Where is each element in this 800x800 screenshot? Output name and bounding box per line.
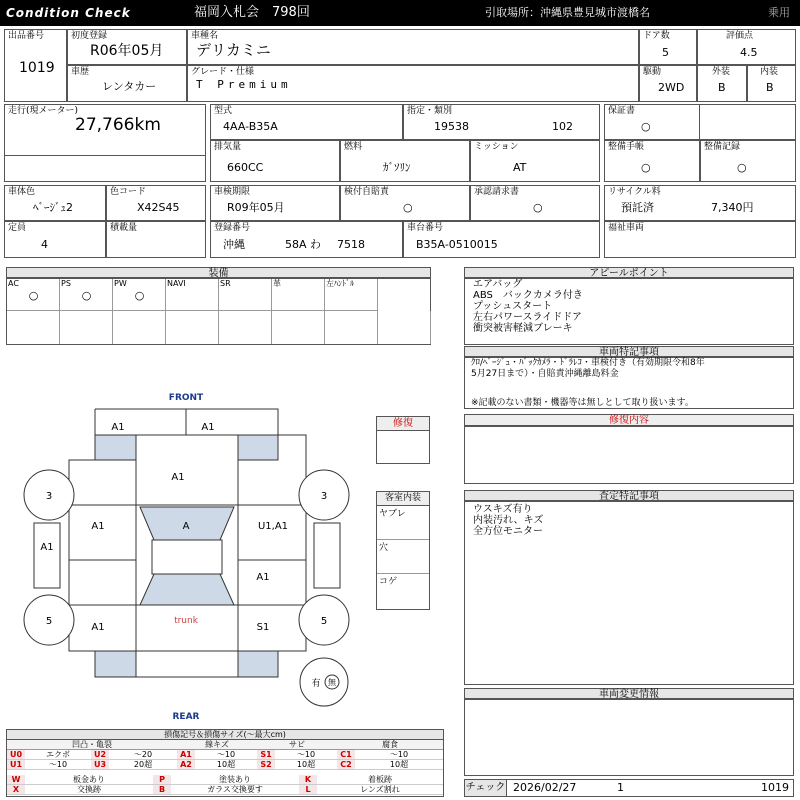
- mark-left-front-door: A1: [91, 521, 105, 532]
- mission-label: ミッション: [474, 142, 519, 152]
- equipment-empty-cell: [378, 311, 431, 344]
- mileage-label: 走行(現メーター): [8, 106, 79, 116]
- appeal-title: アピールポイント: [464, 267, 794, 278]
- assessment-title: 査定特記事項: [464, 490, 794, 501]
- mark-right-rear-door: A1: [256, 572, 270, 583]
- recycle-label: リサイクル料: [608, 187, 661, 197]
- equipment-item: [219, 279, 272, 311]
- interior-grade-box: [747, 65, 796, 102]
- legend-code: L: [299, 785, 317, 794]
- lot-box: [4, 29, 67, 102]
- equipment-item: [60, 279, 113, 311]
- equipment-label: 左ﾊﾝﾄﾞﾙ: [326, 279, 354, 288]
- legend-code: S1: [257, 750, 275, 759]
- mileage-value: 27,766km: [75, 115, 161, 135]
- legend-cat: サビ: [289, 740, 305, 749]
- mark-wheel-rl: 5: [45, 616, 53, 627]
- legend-code: U0: [7, 750, 25, 759]
- special-title: 車両特記事項: [464, 346, 794, 357]
- mark-wheel-fr: 3: [320, 491, 328, 502]
- legend-other-row: [7, 775, 443, 785]
- history-box: [67, 65, 187, 102]
- inspection-value: R09年05月: [227, 201, 285, 214]
- manual-value: ○: [641, 161, 651, 174]
- auction-title: 福岡入札会 798回: [170, 0, 460, 26]
- pickup-location: 引取場所：沖縄県豊見城市渡橋名: [460, 0, 800, 26]
- engine-box: [210, 140, 340, 182]
- legend-code: C2: [337, 760, 355, 769]
- assessment-line: 内装汚れ、キズ: [473, 515, 544, 526]
- equipment-item: [113, 279, 166, 311]
- drive-box: [639, 65, 697, 102]
- recycle-fee: 7,340円: [711, 201, 754, 214]
- spare-label: 有: [311, 679, 321, 689]
- mark-top-left: A1: [111, 422, 125, 433]
- legend-desc: 板金あり: [73, 775, 105, 784]
- inspection-doc-box: [340, 185, 470, 221]
- color-code-box: [106, 185, 206, 221]
- designation-label: 指定・類別: [407, 106, 453, 116]
- engine-label: 排気量: [214, 142, 242, 152]
- approval-value: ○: [533, 201, 543, 214]
- interior-item: ヤブレ: [377, 506, 429, 540]
- chassis-value: B35A-0510015: [416, 238, 498, 251]
- chassis-label: 車台番号: [407, 223, 444, 233]
- history-value: レンタカー: [102, 80, 157, 93]
- category-label: 乗用: [768, 6, 790, 19]
- logo-text: Condition Check: [0, 0, 170, 26]
- capacity-box: [4, 221, 106, 258]
- legend-code: B: [153, 785, 171, 794]
- legend-code: U3: [91, 760, 109, 769]
- change-box: [464, 699, 794, 776]
- exterior-value: B: [718, 81, 726, 94]
- inspection-box: [210, 185, 340, 221]
- legend-row: [7, 750, 443, 760]
- equipment-item: [325, 279, 378, 311]
- front-label: FRONT: [168, 393, 204, 403]
- color-value: ﾍﾞｰｼﾞｭ2: [33, 201, 73, 214]
- special-line: ｸﾛ/ﾍﾞｰｼﾞｭ・ﾊﾞｯｸｶﾒﾗ・ﾄﾞﾗﾚｺ・車検付き（有効期限令和8年: [471, 358, 705, 368]
- equipment-empty-cell: [325, 311, 378, 344]
- interior-item: 穴: [377, 540, 429, 574]
- legend-desc: 10超: [296, 760, 316, 769]
- record-label: 整備記録: [704, 142, 741, 152]
- legend-code: K: [299, 775, 317, 784]
- equipment-label: 革: [273, 279, 281, 288]
- load-label: 積載量: [110, 223, 138, 233]
- model-code-value: 4AA-B35A: [223, 120, 278, 133]
- doors-label: ドア数: [643, 31, 670, 41]
- appeal-item: プッシュスタート: [473, 301, 553, 312]
- change-title: 車両変更情報: [464, 688, 794, 699]
- footer-lot: 1019: [761, 781, 789, 794]
- equipment-empty-cell: [166, 311, 219, 344]
- assessment-notes: [464, 501, 794, 685]
- capacity-label: 定員: [8, 223, 27, 233]
- warranty-label: 保証書: [608, 106, 636, 116]
- fuel-box: [340, 140, 470, 182]
- interior-grade-label: 内装: [760, 67, 779, 77]
- equipment-label: PS: [61, 279, 71, 288]
- mark-right-rear: S1: [256, 622, 270, 633]
- drive-label: 駆動: [643, 67, 662, 77]
- model-code-label: 型式: [214, 106, 233, 116]
- legend-desc: 20超: [133, 760, 153, 769]
- car-diagram: [0, 385, 370, 725]
- grade-value: T Premium: [196, 78, 292, 91]
- legend-categories: [7, 740, 443, 750]
- equipment-value: ○: [134, 289, 145, 302]
- grade-box: [187, 65, 639, 102]
- recycle-box: [604, 185, 796, 221]
- inspection-label: 車検期限: [214, 187, 251, 197]
- interior-item: コゲ: [379, 577, 398, 587]
- check-label: チェック: [465, 780, 507, 796]
- repair-content-title: 修復内容: [464, 414, 794, 426]
- repair-title: 修復: [377, 417, 429, 431]
- legend-code: A2: [177, 760, 195, 769]
- legend-desc: ～10: [389, 750, 409, 759]
- legend-desc: ガラス交換要す: [207, 785, 263, 794]
- equipment-empty-cell: [219, 311, 272, 344]
- legend-cat: 凹凸・亀裂: [72, 740, 112, 749]
- manual-label: 整備手帳: [608, 142, 645, 152]
- legend-desc: ～10: [48, 760, 68, 769]
- mission-value: AT: [513, 161, 527, 174]
- legend-desc: 着板跡: [368, 775, 392, 784]
- mileage-divider: [5, 155, 205, 156]
- color-label: 車体色: [8, 187, 36, 197]
- model-name-label: 車種名: [191, 31, 219, 41]
- first-reg-box: [67, 29, 187, 65]
- appeal-item: エアバッグ: [473, 279, 523, 290]
- legend-desc: 交換跡: [77, 785, 101, 794]
- color-code-value: X42S45: [137, 201, 180, 214]
- legend-desc: ～10: [216, 750, 236, 759]
- legend-desc: レンズ割れ: [360, 785, 400, 794]
- mark-hood: A1: [171, 472, 185, 483]
- equipment-label: AC: [8, 279, 19, 288]
- appeal-item: ABS バックカメラ付き: [473, 290, 583, 301]
- repair-content-box: [464, 426, 794, 484]
- equipment-label: NAVI: [167, 279, 186, 288]
- interior-grade-value: B: [766, 81, 774, 94]
- equipment-label: SR: [220, 279, 231, 288]
- first-reg-value: R06年05月: [90, 43, 164, 59]
- assessment-line: 全方位モニター: [473, 526, 543, 537]
- legend-box: [6, 729, 444, 797]
- mark-windshield: A: [182, 521, 190, 532]
- mark-right-front-door: U1,A1: [257, 521, 289, 532]
- plate-area: 沖縄: [223, 238, 245, 251]
- welfare-box: [604, 221, 796, 258]
- interior-box: [376, 491, 430, 610]
- plate-label: 登録番号: [214, 223, 251, 233]
- legend-code: U2: [91, 750, 109, 759]
- assessment-line: ウスキズ有り: [473, 504, 533, 515]
- designation-box: [403, 104, 600, 140]
- recycle-status: 預託済: [621, 201, 654, 214]
- inspection-doc-value: ○: [403, 201, 413, 214]
- check-date: 2026/02/27: [513, 781, 577, 794]
- legend-title: 損傷記号＆損傷サイズ(～最大cm): [7, 730, 443, 740]
- mark-top-right: A1: [201, 422, 215, 433]
- interior-title: 客室内装: [377, 492, 429, 506]
- footer-bar: [464, 779, 794, 797]
- fuel-value: ｶﾞｿﾘﾝ: [383, 161, 411, 174]
- score-box: [697, 29, 796, 65]
- special-line: 5月27日まで）・自賠責沖縄離島料金: [471, 369, 619, 379]
- category-number-value: 102: [552, 120, 573, 133]
- record-value: ○: [737, 161, 747, 174]
- equipment-empty-cell: [272, 311, 325, 344]
- legend-rows: [7, 750, 443, 795]
- legend-desc: ～10: [296, 750, 316, 759]
- legend-cat: 腐食: [382, 740, 398, 749]
- equipment-item: [7, 279, 60, 311]
- legend-desc: ～20: [133, 750, 153, 759]
- equipment-value: ○: [81, 289, 92, 302]
- trunk-label: trunk: [174, 616, 198, 626]
- legend-code: U1: [7, 760, 25, 769]
- equipment-title: 装備: [6, 267, 431, 278]
- appeal-item: 衝突被害軽減ブレーキ: [473, 323, 573, 334]
- model-name-box: [187, 29, 639, 65]
- legend-desc: 10超: [389, 760, 409, 769]
- legend-other-row: [7, 785, 443, 795]
- capacity-value: 4: [41, 238, 48, 251]
- welfare-label: 福祉車両: [608, 223, 645, 233]
- doors-box: [639, 29, 697, 65]
- repair-box: [376, 416, 430, 464]
- model-code-box: [210, 104, 403, 140]
- spare-mark: 無: [328, 678, 336, 687]
- load-box: [106, 221, 206, 258]
- drive-value: 2WD: [658, 81, 685, 94]
- plate-box: [210, 221, 403, 258]
- equipment-empty-cell: [7, 311, 60, 344]
- exterior-label: 外装: [712, 67, 731, 77]
- special-notes: [464, 357, 794, 409]
- equipment-value: ○: [28, 289, 39, 302]
- plate-class: 58A わ: [285, 238, 322, 251]
- equipment-empty-cell: [113, 311, 166, 344]
- model-name-value: デリカミニ: [196, 41, 271, 59]
- mark-left-mirror: A1: [40, 542, 54, 553]
- color-box: [4, 185, 106, 221]
- legend-desc: エクボ: [46, 750, 70, 759]
- mileage-box: [4, 104, 206, 182]
- mark-left-rear: A1: [91, 622, 105, 633]
- color-code-label: 色コード: [110, 187, 147, 197]
- score-label: 評価点: [726, 31, 754, 41]
- legend-code: S2: [257, 760, 275, 769]
- record-box: [700, 140, 796, 182]
- rear-label: REAR: [172, 712, 200, 722]
- engine-value: 660CC: [227, 161, 264, 174]
- lot-number: 1019: [19, 60, 55, 76]
- appeal-list: [464, 278, 794, 345]
- equipment-empty-cell: [60, 311, 113, 344]
- fuel-label: 燃料: [344, 142, 363, 152]
- inspection-doc-label: 検付自賠責: [344, 187, 390, 197]
- equipment-label: PW: [114, 279, 127, 288]
- approval-box: [470, 185, 600, 221]
- history-label: 車歴: [71, 67, 90, 77]
- legend-desc: 10超: [216, 760, 236, 769]
- legend-code: C1: [337, 750, 355, 759]
- legend-row: [7, 760, 443, 770]
- warranty-box: [604, 104, 796, 140]
- legend-code: X: [7, 785, 25, 794]
- special-note: ※記載のない書類・機器等は無しとして取り扱います。: [471, 398, 694, 408]
- warranty-divider: [699, 105, 700, 139]
- exterior-box: [697, 65, 747, 102]
- first-reg-label: 初度登録: [71, 31, 108, 41]
- doors-value: 5: [662, 46, 669, 59]
- header-bar: [0, 0, 800, 26]
- mission-box: [470, 140, 600, 182]
- manual-box: [604, 140, 700, 182]
- legend-code: P: [153, 775, 171, 784]
- approval-label: 承認請求書: [474, 187, 520, 197]
- legend-code: W: [7, 775, 25, 784]
- plate-number: 7518: [337, 238, 365, 251]
- grade-label: グレード・仕様: [191, 67, 255, 77]
- legend-desc: 塗装あり: [219, 775, 251, 784]
- legend-code: A1: [177, 750, 195, 759]
- score-value: 4.5: [740, 46, 758, 59]
- mark-wheel-fl: 3: [45, 491, 53, 502]
- chassis-box: [403, 221, 600, 258]
- warranty-value: ○: [641, 120, 651, 133]
- mark-wheel-rr: 5: [320, 616, 328, 627]
- equipment-table: [6, 278, 431, 345]
- appeal-item: 左右パワースライドドア: [473, 312, 582, 323]
- lot-label: 出品番号: [8, 31, 45, 41]
- legend-cat: 線キズ: [205, 740, 229, 749]
- equipment-item: [166, 279, 219, 311]
- equipment-item: [272, 279, 325, 311]
- designation-value: 19538: [434, 120, 469, 133]
- check-count: 1: [617, 781, 624, 794]
